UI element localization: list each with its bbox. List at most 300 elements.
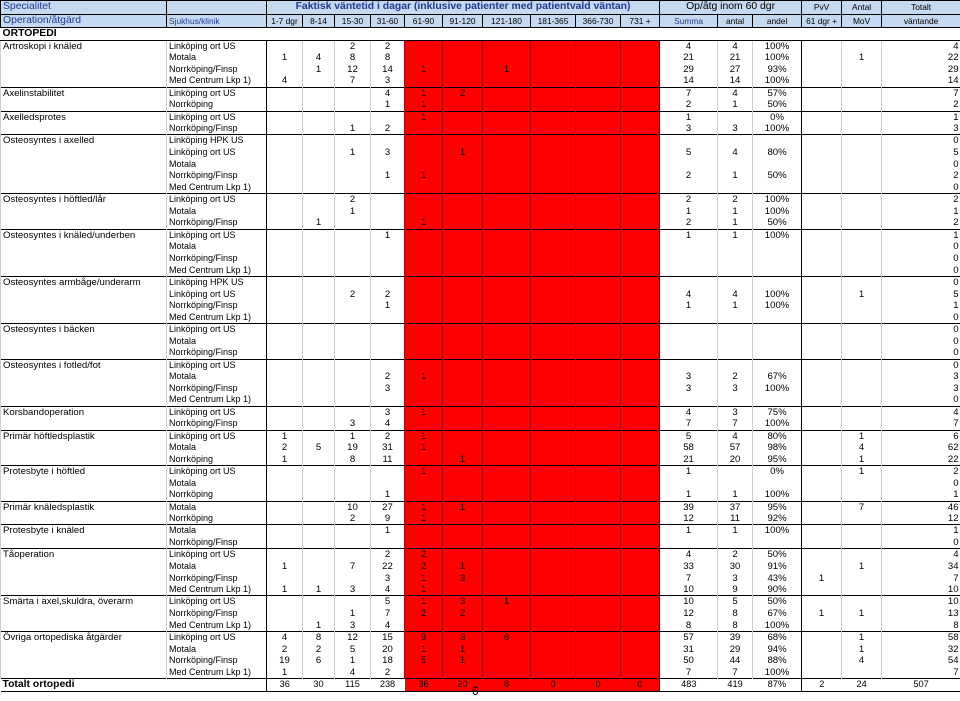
table-row (1, 135, 960, 147)
interval-value-cell: 1 (443, 501, 483, 513)
vantande-cell: 1 (882, 229, 960, 241)
dgr61-cell (802, 596, 842, 608)
interval-value-cell (576, 667, 621, 679)
andel-cell: 100% (753, 75, 802, 87)
interval-value-cell (576, 418, 621, 430)
interval-value-cell (576, 147, 621, 159)
table-row (1, 537, 960, 549)
interval-value-cell: 2 (335, 288, 371, 300)
interval-value-cell (405, 667, 443, 679)
interval-value-cell (531, 430, 576, 442)
mov-cell (842, 75, 882, 87)
mov-cell: 1 (842, 643, 882, 655)
interval-value-cell (267, 182, 303, 194)
interval-value-cell (443, 442, 483, 454)
table-row (1, 276, 960, 288)
summa-cell: 1 (660, 111, 718, 123)
interval-value-cell (483, 643, 531, 655)
antal-cell: 1 (718, 206, 753, 218)
andel-cell: 50% (753, 549, 802, 561)
interval-value-cell: 1 (371, 229, 405, 241)
operation-cell: Protesbyte i knäled (1, 525, 167, 537)
operation-cell: Smärta i axel,skuldra, överarm (1, 596, 167, 608)
interval-value-cell (267, 64, 303, 76)
interval-value-cell (443, 584, 483, 596)
interval-value-cell (303, 383, 335, 395)
interval-value-cell (303, 40, 335, 52)
dgr61-cell (802, 667, 842, 679)
interval-value-cell (443, 347, 483, 359)
interval-value-cell (576, 371, 621, 383)
total-dgr61-cell: 2 (802, 679, 842, 691)
table-row (1, 123, 960, 135)
andel-cell: 50% (753, 217, 802, 229)
andel-cell: 94% (753, 643, 802, 655)
interval-value-cell: 3 (371, 75, 405, 87)
interval-value-cell (621, 513, 660, 525)
interval-value-cell (443, 182, 483, 194)
page-number: 6 (472, 686, 479, 698)
interval-value-cell: 1 (335, 206, 371, 218)
operation-cell: Protesbyte i höftled (1, 466, 167, 478)
interval-value-cell (576, 383, 621, 395)
dgr61-cell (802, 418, 842, 430)
interval-value-cell (576, 643, 621, 655)
interval-value-cell (576, 182, 621, 194)
interval-value-cell (267, 394, 303, 406)
table-row (1, 620, 960, 632)
andel-cell: 0% (753, 111, 802, 123)
summa-cell: 1 (660, 300, 718, 312)
andel-cell: 100% (753, 383, 802, 395)
andel-cell: 100% (753, 525, 802, 537)
interval-value-cell (576, 288, 621, 300)
interval-value-cell (405, 324, 443, 336)
interval-value-cell: 1 (405, 406, 443, 418)
antal-cell (718, 241, 753, 253)
clinic-cell: Norrköping/Finsp (167, 300, 267, 312)
table-row (1, 300, 960, 312)
clinic-cell: Med Centrum Lkp 1) (167, 620, 267, 632)
vantande-cell: 0 (882, 394, 960, 406)
mov-cell (842, 394, 882, 406)
vantande-cell: 10 (882, 584, 960, 596)
antal-cell: 57 (718, 442, 753, 454)
summa-cell: 7 (660, 418, 718, 430)
summa-cell: 21 (660, 52, 718, 64)
summa-cell: 1 (660, 229, 718, 241)
interval-value-cell (267, 111, 303, 123)
interval-value-cell (621, 217, 660, 229)
interval-value-cell (267, 206, 303, 218)
dgr61-cell: 1 (802, 572, 842, 584)
andel-cell (753, 394, 802, 406)
andel-cell (753, 537, 802, 549)
interval-value-cell (443, 217, 483, 229)
interval-value-cell (371, 206, 405, 218)
summa-cell: 2 (660, 194, 718, 206)
interval-value-cell: 1 (443, 655, 483, 667)
table-row (1, 406, 960, 418)
interval-value-cell: 4 (303, 52, 335, 64)
clinic-cell: Linköping ort US (167, 406, 267, 418)
clinic-cell: Motala (167, 52, 267, 64)
interval-value-cell (371, 194, 405, 206)
interval-value-cell (405, 75, 443, 87)
interval-value-cell: 1 (405, 466, 443, 478)
interval-value-cell (335, 537, 371, 549)
antal-cell: 3 (718, 572, 753, 584)
antal-cell: 5 (718, 596, 753, 608)
total-mov-cell: 24 (842, 679, 882, 691)
table-row (1, 347, 960, 359)
summa-cell: 5 (660, 430, 718, 442)
interval-value-cell (621, 312, 660, 324)
clinic-cell: Linköping ort US (167, 229, 267, 241)
interval-value-cell (621, 276, 660, 288)
interval-value-cell: 2 (371, 288, 405, 300)
interval-value-cell (303, 276, 335, 288)
mov-cell (842, 312, 882, 324)
table-row (1, 501, 960, 513)
interval-value-cell (443, 466, 483, 478)
operation-cell: Osteosyntes i höftled/lår (1, 194, 167, 206)
vantande-cell: 0 (882, 159, 960, 171)
antal-cell (718, 336, 753, 348)
operation-cell: Primär höftledsplastik (1, 430, 167, 442)
interval-value-cell (621, 347, 660, 359)
interval-value-cell (405, 383, 443, 395)
interval-value-cell (621, 478, 660, 490)
antal-cell: 44 (718, 655, 753, 667)
dgr61-cell (802, 501, 842, 513)
interval-value-cell (405, 123, 443, 135)
interval-value-cell (267, 324, 303, 336)
interval-value-cell (303, 525, 335, 537)
interval-value-cell (335, 572, 371, 584)
table-row (1, 442, 960, 454)
interval-value-cell (531, 394, 576, 406)
interval-value-cell: 5 (335, 643, 371, 655)
interval-value-cell (576, 466, 621, 478)
interval-value-cell (483, 194, 531, 206)
interval-value-cell: 1 (483, 64, 531, 76)
interval-value-cell: 2 (405, 608, 443, 620)
interval-value-cell (443, 99, 483, 111)
mov-cell (842, 513, 882, 525)
total-interval-cell: 36 (405, 679, 443, 691)
interval-value-cell (303, 159, 335, 171)
dgr61-cell (802, 147, 842, 159)
interval-value-cell (443, 359, 483, 371)
interval-value-cell (443, 276, 483, 288)
interval-value-cell (443, 336, 483, 348)
interval-value-cell (303, 300, 335, 312)
interval-value-cell: 3 (335, 418, 371, 430)
andel-cell: 50% (753, 99, 802, 111)
interval-value-cell (405, 489, 443, 501)
clinic-cell: Norrköping/Finsp (167, 655, 267, 667)
interval-value-cell (405, 418, 443, 430)
interval-value-cell (405, 454, 443, 466)
interval-value-cell: 10 (335, 501, 371, 513)
operation-cell (1, 288, 167, 300)
andel-cell (753, 478, 802, 490)
dgr61-cell (802, 229, 842, 241)
interval-value-cell (267, 406, 303, 418)
vantande-cell: 46 (882, 501, 960, 513)
total-label: Totalt ortopedi (1, 679, 267, 691)
clinic-cell: Linköping ort US (167, 631, 267, 643)
vantande-cell: 0 (882, 478, 960, 490)
antal-cell: 4 (718, 40, 753, 52)
clinic-cell: Linköping ort US (167, 324, 267, 336)
interval-value-cell (576, 655, 621, 667)
interval-value-cell (335, 170, 371, 182)
operation-cell (1, 418, 167, 430)
interval-value-cell (267, 253, 303, 265)
interval-value-cell (335, 241, 371, 253)
interval-value-cell (303, 99, 335, 111)
interval-value-cell (371, 324, 405, 336)
interval-value-cell (576, 347, 621, 359)
andel-cell: 80% (753, 430, 802, 442)
mov-cell (842, 667, 882, 679)
clinic-cell: Norrköping/Finsp (167, 64, 267, 76)
interval-value-cell (576, 406, 621, 418)
dgr61-cell (802, 442, 842, 454)
mov-cell (842, 324, 882, 336)
dgr61-cell (802, 430, 842, 442)
interval-value-cell (483, 241, 531, 253)
totalt-header: Totalt (882, 1, 960, 15)
andel-cell: 88% (753, 655, 802, 667)
operation-cell (1, 655, 167, 667)
interval-value-cell: 7 (371, 608, 405, 620)
table-row (1, 288, 960, 300)
clinic-cell: Linköping ort US (167, 40, 267, 52)
andel-cell: 75% (753, 406, 802, 418)
interval-value-cell (483, 383, 531, 395)
interval-value-cell (621, 206, 660, 218)
interval-value-cell: 1 (267, 454, 303, 466)
interval-value-cell (621, 265, 660, 277)
interval-value-cell (576, 159, 621, 171)
andel-cell: 57% (753, 87, 802, 99)
mov-cell (842, 40, 882, 52)
interval-value-cell (531, 206, 576, 218)
interval-header: 8-14 (303, 14, 335, 28)
interval-value-cell: 6 (303, 655, 335, 667)
interval-value-cell (335, 312, 371, 324)
interval-value-cell (483, 394, 531, 406)
table-row (1, 359, 960, 371)
vantande-cell: 0 (882, 265, 960, 277)
total-interval-cell: 238 (371, 679, 405, 691)
antal-cell: 1 (718, 489, 753, 501)
summa-cell: 3 (660, 383, 718, 395)
table-row (1, 454, 960, 466)
interval-value-cell (621, 99, 660, 111)
interval-value-cell (371, 217, 405, 229)
interval-value-cell: 2 (371, 40, 405, 52)
mov-cell (842, 170, 882, 182)
interval-value-cell (621, 572, 660, 584)
operation-cell (1, 253, 167, 265)
table-row (1, 418, 960, 430)
interval-value-cell (576, 217, 621, 229)
interval-value-cell (405, 336, 443, 348)
interval-value-cell (443, 489, 483, 501)
total-interval-cell: 115 (335, 679, 371, 691)
mov-cell (842, 336, 882, 348)
interval-value-cell (621, 359, 660, 371)
andel-cell: 100% (753, 620, 802, 632)
interval-value-cell (443, 324, 483, 336)
interval-value-cell (303, 667, 335, 679)
vantande-cell: 29 (882, 64, 960, 76)
interval-value-cell (576, 501, 621, 513)
mov-cell: 4 (842, 442, 882, 454)
interval-value-cell (371, 312, 405, 324)
vantande-cell: 0 (882, 312, 960, 324)
andel-cell: 91% (753, 561, 802, 573)
clinic-cell: Linköping ort US (167, 194, 267, 206)
dgr61-cell (802, 87, 842, 99)
vantande-cell: 2 (882, 194, 960, 206)
interval-value-cell (335, 111, 371, 123)
operation-cell (1, 394, 167, 406)
interval-value-cell (405, 359, 443, 371)
dgr61-cell (802, 549, 842, 561)
dgr61-cell (802, 217, 842, 229)
interval-value-cell (371, 347, 405, 359)
mov-cell (842, 489, 882, 501)
interval-value-cell (576, 572, 621, 584)
clinic-cell: Norrköping/Finsp (167, 572, 267, 584)
interval-value-cell: 27 (371, 501, 405, 513)
interval-value-cell (405, 229, 443, 241)
andel-cell: 90% (753, 584, 802, 596)
summa-cell: 12 (660, 513, 718, 525)
interval-value-cell: 2 (335, 513, 371, 525)
interval-value-cell (576, 170, 621, 182)
interval-value-cell (621, 336, 660, 348)
operation-cell (1, 572, 167, 584)
mov-cell (842, 371, 882, 383)
mov-cell: 1 (842, 454, 882, 466)
interval-value-cell (531, 182, 576, 194)
clinic-cell: Motala (167, 525, 267, 537)
antal-cell (718, 466, 753, 478)
interval-value-cell (621, 406, 660, 418)
interval-value-cell (371, 241, 405, 253)
mov-cell: 1 (842, 466, 882, 478)
interval-value-cell (443, 206, 483, 218)
interval-value-cell (371, 394, 405, 406)
interval-value-cell (335, 394, 371, 406)
interval-value-cell (443, 241, 483, 253)
interval-value-cell (621, 288, 660, 300)
interval-value-cell: 4 (371, 584, 405, 596)
antal-cell: 21 (718, 52, 753, 64)
interval-value-cell (267, 572, 303, 584)
operation-cell: Korsbandoperation (1, 406, 167, 418)
antal-header: Antal (842, 1, 882, 15)
interval-value-cell (531, 194, 576, 206)
interval-value-cell (443, 123, 483, 135)
antal-cell (718, 159, 753, 171)
table-row (1, 466, 960, 478)
mov-cell (842, 147, 882, 159)
vantande-cell: 7 (882, 418, 960, 430)
table-row (1, 371, 960, 383)
mov-cell (842, 584, 882, 596)
andel-cell: 100% (753, 288, 802, 300)
interval-value-cell (335, 276, 371, 288)
table-row (1, 206, 960, 218)
interval-value-cell: 1 (405, 501, 443, 513)
interval-value-cell (267, 217, 303, 229)
interval-value-cell (303, 454, 335, 466)
andel-cell: 92% (753, 513, 802, 525)
interval-value-cell (576, 430, 621, 442)
interval-value-cell (483, 418, 531, 430)
interval-value-cell (576, 324, 621, 336)
interval-value-cell (443, 478, 483, 490)
interval-value-cell (335, 596, 371, 608)
operation-cell (1, 371, 167, 383)
mov-cell (842, 87, 882, 99)
interval-value-cell (303, 111, 335, 123)
clinic-cell: Linköping ort US (167, 147, 267, 159)
dgr61-cell: 1 (802, 608, 842, 620)
interval-value-cell (531, 620, 576, 632)
interval-value-cell (483, 253, 531, 265)
interval-value-cell: 9 (405, 631, 443, 643)
61-dgr-header: 61 dgr + (802, 14, 842, 28)
interval-value-cell (267, 40, 303, 52)
total-interval-cell: 0 (576, 679, 621, 691)
summa-cell (660, 478, 718, 490)
interval-value-cell (303, 371, 335, 383)
interval-value-cell (531, 64, 576, 76)
andel-cell (753, 241, 802, 253)
antal-cell: 27 (718, 64, 753, 76)
clinic-cell: Motala (167, 478, 267, 490)
interval-value-cell (483, 667, 531, 679)
dgr61-cell (802, 75, 842, 87)
interval-value-cell: 1 (405, 87, 443, 99)
interval-value-cell (405, 312, 443, 324)
interval-value-cell (405, 147, 443, 159)
table-body (1, 28, 960, 691)
interval-value-cell (371, 359, 405, 371)
summa-cell: 12 (660, 608, 718, 620)
interval-value-cell (267, 478, 303, 490)
interval-value-cell: 5 (405, 655, 443, 667)
interval-value-cell (621, 75, 660, 87)
interval-value-cell (371, 537, 405, 549)
interval-value-cell (483, 123, 531, 135)
interval-value-cell (576, 229, 621, 241)
interval-value-cell (443, 170, 483, 182)
operation-cell (1, 489, 167, 501)
interval-value-cell (621, 608, 660, 620)
interval-header: 121-180 (483, 14, 531, 28)
interval-value-cell: 1 (267, 584, 303, 596)
antal-cell: 2 (718, 549, 753, 561)
